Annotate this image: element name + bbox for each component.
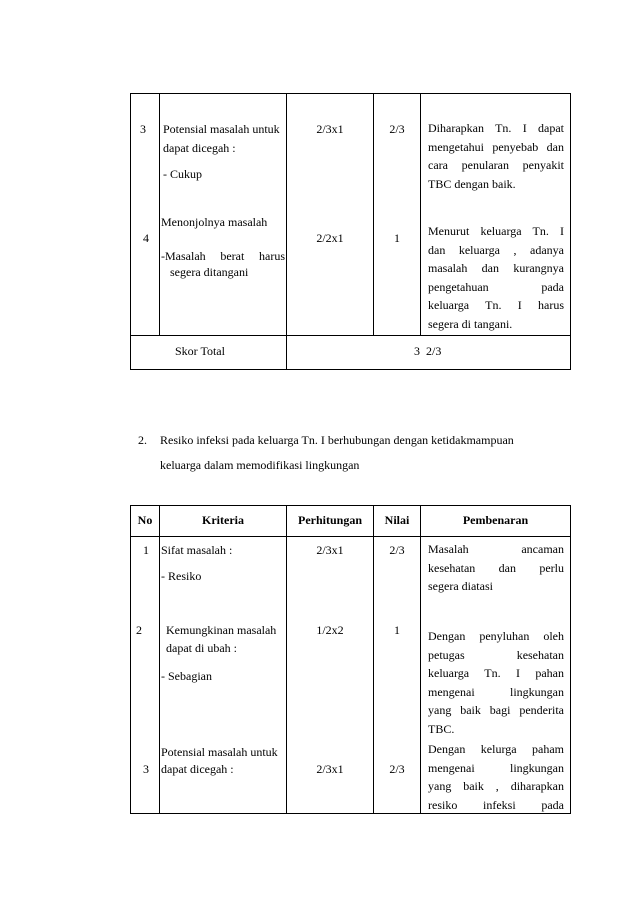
kriteria-text: Sifat masalah : <box>161 543 233 557</box>
table-row-number: 3 <box>143 762 149 776</box>
pembenaran-text: Dengan penyluhan oleh petugas kesehatan keluarga Tn. I pahan mengenai lingkungan yang baik bagi penderita TBC. <box>428 629 564 736</box>
pembenaran-text: Menurut keluarga Tn. I dan keluarga , adanya masalah dan kurangnya pengetahuan pada keluarga Tn. I harus segera di tangani. <box>428 224 564 331</box>
table-row-number: 3 <box>140 122 146 136</box>
kriteria-text: - Sebagian <box>161 669 212 683</box>
kriteria-text: dapat di ubah : <box>166 641 237 655</box>
diagnosis-text: Resiko infeksi pada keluarga Tn. I berhubungan dengan ketidakmampuan <box>160 433 514 447</box>
column-header-perhitungan: Perhitungan <box>297 513 362 527</box>
table-2-header-divider <box>130 536 571 537</box>
perhitungan-value: 2/2x1 <box>316 231 344 245</box>
pembenaran-text: Diharapkan Tn. I dapat mengetahui penyebab dan cara penularan penyakit TBC dengan baik. <box>428 121 564 191</box>
nilai-value: 1 <box>394 623 400 637</box>
table-1-bottom-border <box>130 369 571 370</box>
table-row-number: 1 <box>143 543 149 557</box>
kriteria-text: Menonjolnya masalah <box>161 215 268 229</box>
kriteria-text: Potensial masalah untuk <box>161 745 278 759</box>
table-2-top-border <box>130 505 571 506</box>
kriteria-text: -Masalah berat harus <box>161 249 285 263</box>
table-1-left-border <box>130 93 131 370</box>
kriteria-text: Kemungkinan masalah <box>166 623 277 637</box>
kriteria-text: - Resiko <box>161 569 202 583</box>
perhitungan-value: 2/3x1 <box>316 122 344 136</box>
table-1-right-border <box>570 93 571 370</box>
nilai-value: 2/3 <box>389 543 405 557</box>
nilai-value: 2/3 <box>389 122 405 136</box>
list-number: 2. <box>138 433 147 447</box>
column-header-no: No <box>137 513 153 527</box>
pembenaran-text: Dengan kelurga paham mengenai lingkungan yang baik , diharapkan resiko infeksi pada <box>428 742 564 812</box>
column-header-pembenaran: Pembenaran <box>462 513 529 527</box>
diagnosis-text: keluarga dalam memodifikasi lingkungan <box>160 458 360 472</box>
table-2-col-divider <box>159 505 160 814</box>
column-header-nilai: Nilai <box>384 513 410 527</box>
skor-total-value: 3 2/3 <box>414 344 442 358</box>
nilai-value: 2/3 <box>389 762 405 776</box>
perhitungan-value: 2/3x1 <box>316 543 344 557</box>
table-2-left-border <box>130 505 131 814</box>
column-header-kriteria: Kriteria <box>202 513 244 527</box>
kriteria-text: dapat dicegah : <box>163 141 236 155</box>
table-1-row-divider <box>130 335 571 336</box>
kriteria-text: - Cukup <box>163 167 202 181</box>
pembenaran-text: Masalah ancaman kesehatan dan perlu segera diatasi <box>428 542 564 593</box>
table-2-col-divider <box>420 505 421 814</box>
perhitungan-value: 1/2x2 <box>316 623 344 637</box>
table-1-col-divider <box>159 93 160 336</box>
perhitungan-value: 2/3x1 <box>316 762 344 776</box>
skor-total-label: Skor Total <box>175 344 225 358</box>
table-2-right-border <box>570 505 571 814</box>
kriteria-text: Potensial masalah untuk <box>163 122 280 136</box>
table-1-col-divider <box>420 93 421 336</box>
kriteria-text: segera ditangani <box>170 265 249 279</box>
table-1-top-border <box>130 93 571 94</box>
kriteria-text: dapat dicegah : <box>161 762 234 776</box>
table-row-number: 2 <box>136 623 142 637</box>
table-row-number: 4 <box>143 231 149 245</box>
nilai-value: 1 <box>394 231 400 245</box>
